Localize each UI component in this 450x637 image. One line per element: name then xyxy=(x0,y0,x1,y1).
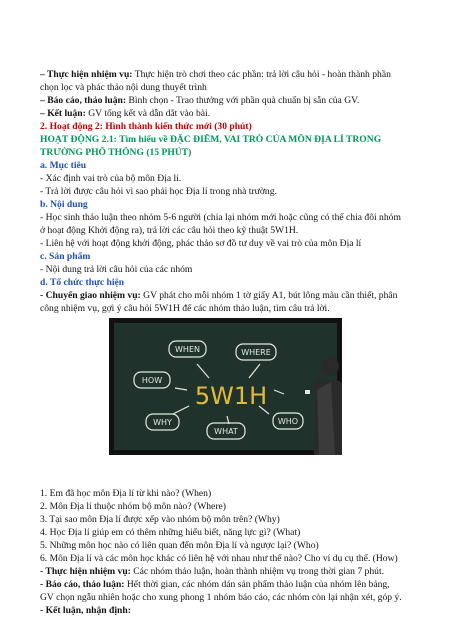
question-item: 3. Tại sao môn Địa lí được xếp vào nhóm bộ môn trên? (Why) xyxy=(40,514,280,525)
text-line: - Báo cáo, thảo luận: Hết thời gian, các nhóm dán sản phẩm thảo luận của nhóm lên bảng, xyxy=(40,579,390,590)
text-line: – Kết luận: GV tổng kết và dẫn dắt vào bài. xyxy=(40,108,211,119)
text-line: công nhiệm vụ, gợi ý câu hỏi 5W1H để các nhóm thảo luận, tìm câu trả lời. xyxy=(40,303,330,314)
subheading-content: b. Nội dung xyxy=(40,199,88,210)
center-label-5w1h: 5W1H xyxy=(194,382,268,410)
word-how: HOW xyxy=(141,376,163,385)
word-who: WHO xyxy=(277,417,299,426)
question-item: 4. Học Địa lí giúp em có thêm những hiểu biết, năng lực gì? (What) xyxy=(40,527,301,538)
text-line: chọn lọc và phác thảo nội dung thuyết trình xyxy=(40,82,207,93)
word-why: WHY xyxy=(153,418,172,427)
text-line: GV chọn ngẫu nhiên hoặc cho xung phong 1 nhóm báo cáo, các nhóm còn lại nhận xét, góp ý. xyxy=(40,592,402,603)
text-line: - Thực hiện nhiệm vụ: Các nhóm thảo luận, hoàn thành nhiệm vụ trong thời gian 7 phút. xyxy=(40,566,385,577)
text-line: - Trả lời được câu hỏi vì sao phải học Địa lí trong nhà trường. xyxy=(40,186,277,197)
chalkboard-5w1h-illustration xyxy=(109,318,342,455)
text-line: - Kết luận, nhận định: xyxy=(40,605,131,616)
word-where: WHERE xyxy=(241,348,271,357)
word-what: WHAT xyxy=(214,427,238,436)
section-heading: 2. Hoạt động 2: Hình thành kiến thức mới (30 phút) xyxy=(40,121,252,132)
subheading-organization: d. Tổ chức thực hiện xyxy=(40,277,125,288)
text-line: - Liên hệ với hoạt động khởi động, phác thảo sơ đồ tư duy về vai trò của môn Địa lí xyxy=(40,238,362,249)
text-line: - Nội dung trả lời câu hỏi của các nhóm xyxy=(40,264,193,275)
question-item: 6. Môn Địa lí và các môn học khác có liên hệ với nhau như thế nào? Cho ví dụ cụ thể. (How) xyxy=(40,553,398,564)
text-line: - Xác định vai trò của bộ môn Địa lí. xyxy=(40,173,182,184)
text-line: – Thực hiện nhiệm vụ: Thực hiện trò chơi theo các phần: trả lời câu hỏi - hoàn thành phần xyxy=(40,69,391,80)
question-item: 1. Em đã học môn Địa lí từ khi nào? (When) xyxy=(40,488,212,499)
text-line: - Chuyển giao nhiệm vụ: GV phát cho mỗi nhóm 1 tờ giấy A1, bút lông màu cần thiết, phân xyxy=(40,290,398,301)
question-item: 5. Những môn học nào có liên quan đến môn Địa lí và ngược lại? (Who) xyxy=(40,540,319,551)
word-when: WHEN xyxy=(175,345,200,354)
text-line: – Báo cáo, thảo luận: Bình chọn - Trao thưởng với phần quà chuẩn bị sẵn của GV. xyxy=(40,95,360,106)
activity-title: HOẠT ĐỘNG 2.1: Tìm hiểu về ĐẶC ĐIỂM, VAI TRÒ CỦA MÔN ĐỊA LÍ TRONG xyxy=(40,134,382,145)
question-item: 2. Môn Địa lí thuộc nhóm bộ môn nào? (Where) xyxy=(40,501,226,512)
text-line: - Học sinh thảo luận theo nhóm 5-6 người (chia lại nhóm mới hoặc cũng có thể chia đôi nhóm xyxy=(40,212,401,223)
activity-title: TRƯỜNG PHỔ THÔNG (15 PHÚT) xyxy=(40,147,192,158)
subheading-objectives: a. Mục tiêu xyxy=(40,160,87,171)
subheading-product: c. Sản phẩm xyxy=(40,251,91,262)
text-line: ở hoạt động Khởi động ra), trả lời các câu hỏi theo kỹ thuật 5W1H. xyxy=(40,225,299,236)
